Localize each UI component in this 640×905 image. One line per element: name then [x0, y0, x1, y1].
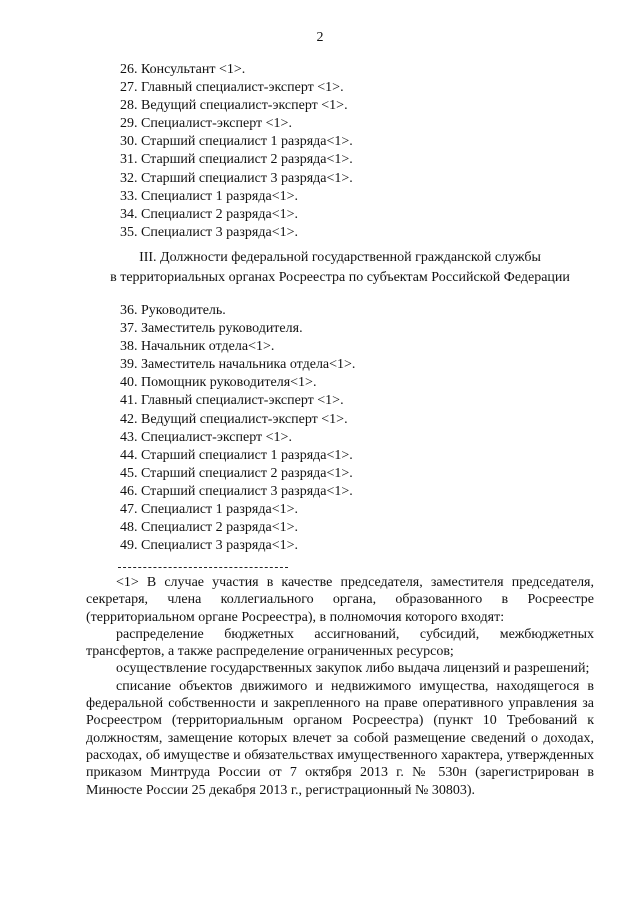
list-item: 32. Старший специалист 3 разряда<1>.	[120, 170, 353, 186]
footnote-paragraph: осуществление государственных закупок либо выдача лицензий и разрешений;	[116, 661, 590, 677]
list-item: 47. Специалист 1 разряда<1>.	[120, 502, 298, 518]
position-list-territorial	[120, 302, 355, 555]
list-item: 37. Заместитель руководителя.	[120, 321, 303, 337]
list-item: 45. Старший специалист 2 разряда<1>.	[120, 465, 353, 481]
section-title-line: III. Должности федеральной государственной гражданской службы	[139, 250, 541, 265]
list-item: 38. Начальник отдела<1>.	[120, 339, 275, 355]
list-item: 27. Главный специалист-эксперт <1>.	[120, 80, 344, 96]
list-item: 41. Главный специалист-эксперт <1>.	[120, 393, 344, 409]
list-item: 33. Специалист 1 разряда<1>.	[120, 188, 298, 204]
footnote-paragraph: распределение бюджетных ассигнований, субсидий, межбюджетных трансфертов, а также распределение ограниченных ресурсов;	[86, 626, 594, 660]
footnote-separator	[118, 567, 288, 568]
list-item: 49. Специалист 3 разряда<1>.	[120, 538, 298, 554]
list-item: 35. Специалист 3 разряда<1>.	[120, 224, 298, 240]
section-title-line: в территориальных органах Росреестра по субъектам Российской Федерации	[110, 270, 570, 285]
section-title	[60, 248, 620, 288]
list-item: 44. Старший специалист 1 разряда<1>.	[120, 447, 353, 463]
footnote	[86, 574, 594, 799]
list-item: 36. Руководитель.	[120, 303, 226, 318]
list-item: 28. Ведущий специалист-эксперт <1>.	[120, 98, 348, 114]
list-item: 43. Специалист-эксперт <1>.	[120, 429, 292, 445]
list-item: 26. Консультант <1>.	[120, 62, 246, 77]
footnote-paragraph: <1> В случае участия в качестве председателя, заместителя председателя, секретаря, члена коллегиального органа, образованного в Росреестре (территориальном органе Росреестра), в полномочия которого входят:	[86, 575, 594, 625]
position-list-continued	[120, 61, 353, 242]
list-item: 29. Специалист-эксперт <1>.	[120, 116, 292, 132]
list-item: 34. Специалист 2 разряда<1>.	[120, 206, 298, 222]
list-item: 30. Старший специалист 1 разряда<1>.	[120, 134, 353, 150]
list-item: 40. Помощник руководителя<1>.	[120, 375, 317, 391]
list-item: 42. Ведущий специалист-эксперт <1>.	[120, 411, 348, 427]
list-item: 31. Старший специалист 2 разряда<1>.	[120, 152, 353, 168]
list-item: 48. Специалист 2 разряда<1>.	[120, 520, 298, 536]
page-number: 2	[316, 30, 324, 45]
list-item: 46. Старший специалист 3 разряда<1>.	[120, 483, 353, 499]
footnote-paragraph: списание объектов движимого и недвижимого имущества, находящегося в федеральной собственности и закрепленного на праве оперативного управления за Росреестром (территориальным органом Росреестра) (пункт 10 Требований к должностям, замещение которых влечет за собой размещение сведений о доходах, расходах, об имуществе и обязательствах имущественного характера, утвержденных приказом Минтруда России от 7 октября 2013 г. № 530н (зарегистрирован в Минюсте России 25 декабря 2013 г., регистрационный № 30803).	[86, 678, 594, 798]
list-item: 39. Заместитель начальника отдела<1>.	[120, 357, 356, 373]
